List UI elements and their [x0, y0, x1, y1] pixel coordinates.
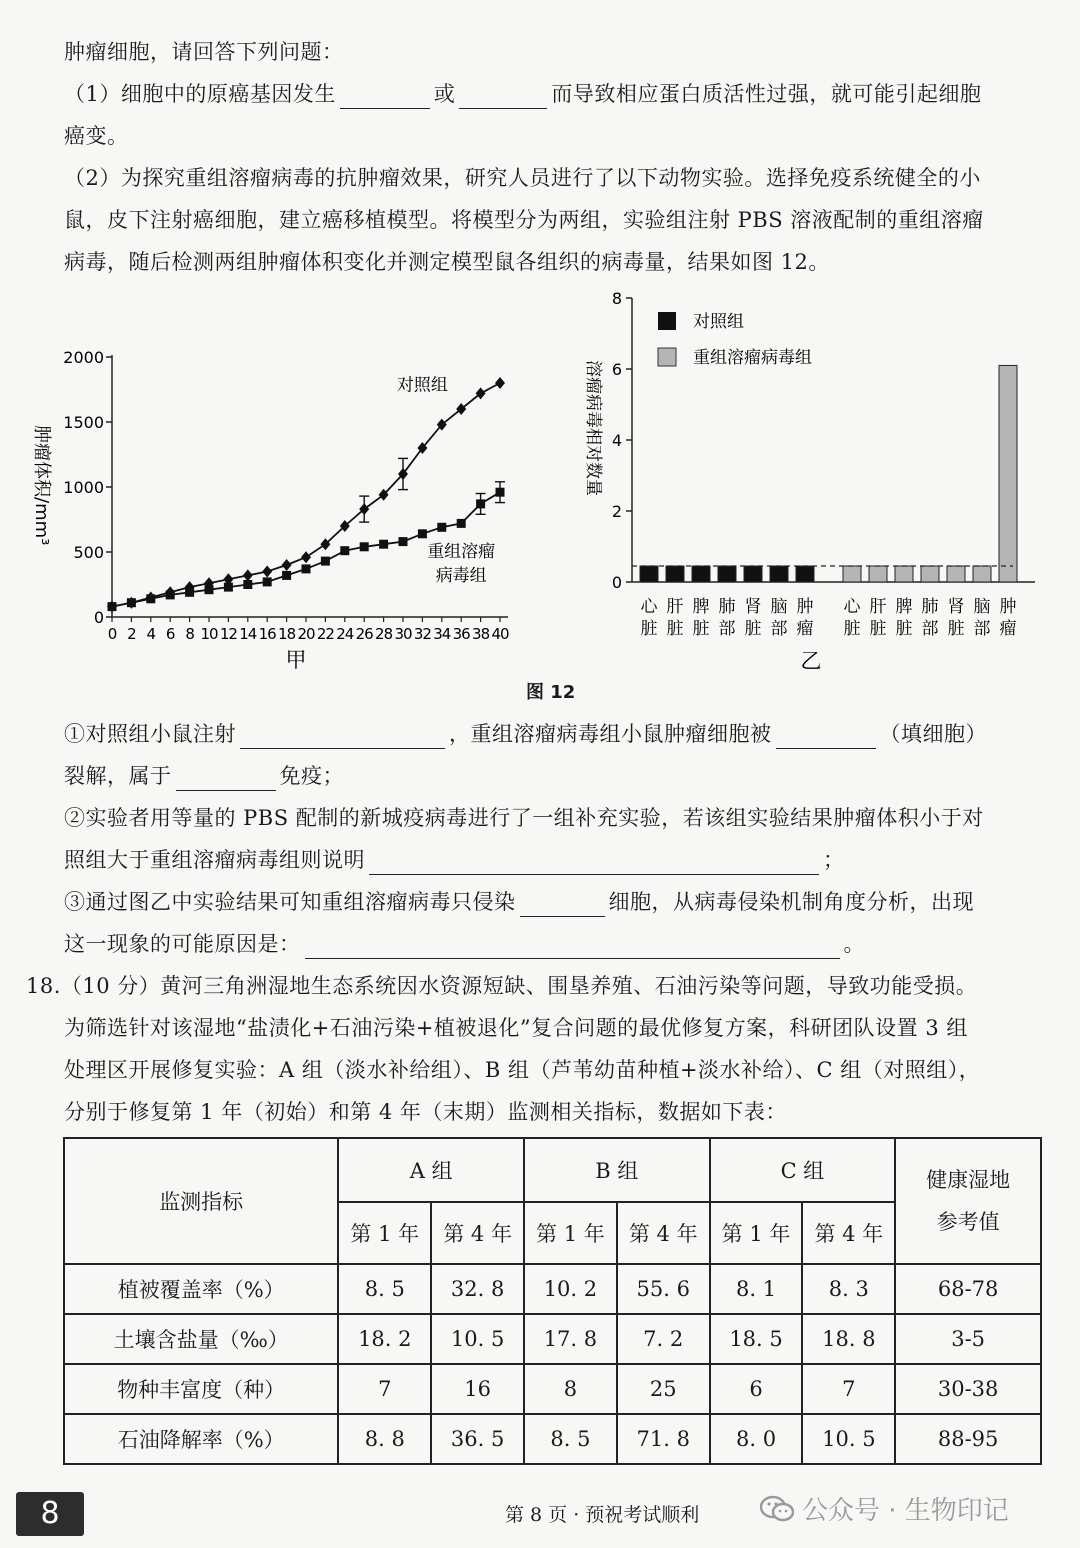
header-group-a: A 组 [338, 1138, 524, 1202]
header-group-b: B 组 [524, 1138, 710, 1202]
bar [744, 566, 762, 582]
y-tick-label: 1500 [63, 413, 104, 432]
y-axis-label: 溶瘤病毒相对数量 [583, 360, 603, 496]
table-row [64, 1314, 1041, 1364]
header-reference-line: 健康湿地 [926, 1168, 1011, 1192]
x-tick-label: 肺 [921, 597, 939, 617]
x-tick-label: 20 [297, 625, 315, 643]
x-tick-label: 瘤 [796, 619, 814, 639]
legend-swatch [658, 312, 676, 330]
line-chart-jia [20, 330, 520, 680]
x-tick-label: 瘤 [999, 619, 1017, 639]
x-tick-label: 28 [375, 625, 393, 643]
x-tick-label: 脏 [692, 619, 710, 639]
y-tick-label: 500 [73, 543, 104, 562]
bar [921, 566, 939, 582]
header-year-4: 第 4 年 [802, 1202, 895, 1264]
text-line [64, 1055, 980, 1085]
answer-blank[interactable] [369, 852, 819, 875]
header-group-c: C 组 [710, 1138, 896, 1202]
legend-label: 重组溶瘤病毒组 [693, 348, 812, 368]
figure-caption: 图 12 [526, 682, 576, 703]
y-tick-label: 0 [611, 573, 622, 592]
table-cell: 18. 2 [338, 1314, 431, 1364]
data-point [262, 566, 272, 578]
data-point [418, 529, 427, 538]
sub-question-3 [64, 887, 974, 917]
sub-question-1 [64, 719, 987, 749]
data-point [301, 551, 311, 563]
y-tick-label: 1000 [63, 478, 104, 497]
answer-blank[interactable] [459, 86, 547, 109]
x-tick-label: 36 [452, 625, 470, 643]
answer-blank[interactable] [520, 894, 605, 917]
table-cell: 71. 8 [617, 1414, 710, 1464]
x-tick-label: 肝 [869, 597, 887, 617]
data-point [360, 542, 369, 551]
line-text: 分别于修复第 1 年（初始）和第 4 年（末期）监测相关指标，数据如下表： [64, 1100, 787, 1124]
monitoring-table [63, 1137, 1042, 1465]
x-tick-label: 脏 [947, 619, 965, 639]
header-reference [895, 1138, 1041, 1264]
header-year-4: 第 4 年 [617, 1202, 710, 1264]
row-label: 植被覆盖率（%） [64, 1264, 338, 1314]
text-line [64, 1097, 787, 1127]
text-line [64, 845, 845, 875]
text-line [64, 929, 865, 959]
series-label: 病毒组 [435, 566, 487, 586]
bar [796, 566, 814, 582]
data-point [457, 519, 466, 528]
x-tick-label: 26 [355, 625, 373, 643]
line-text: 病毒，随后检测两组肿瘤体积变化并测定模型鼠各组织的病毒量，结果如图 12。 [64, 250, 830, 274]
header-metric: 监测指标 [64, 1138, 338, 1264]
data-point [379, 540, 388, 549]
header-year-1: 第 1 年 [710, 1202, 803, 1264]
x-tick-label: 18 [278, 625, 296, 643]
table-cell: 32. 8 [431, 1264, 524, 1314]
x-tick-label: 10 [200, 625, 218, 643]
table-cell: 8. 3 [802, 1264, 895, 1314]
line-text: 或 [433, 82, 456, 106]
question-1 [64, 79, 981, 109]
table-cell: 3-5 [895, 1314, 1041, 1364]
data-point [495, 377, 505, 389]
x-tick-label: 脏 [640, 619, 658, 639]
line-text: 而导致相应蛋白质活性过强，就可能引起细胞 [551, 82, 982, 106]
x-tick-label: 脾 [895, 597, 913, 617]
bar [947, 566, 965, 582]
table-cell: 7 [338, 1364, 431, 1414]
x-tick-label: 4 [146, 625, 156, 643]
table-cell: 18. 8 [802, 1314, 895, 1364]
bar [869, 566, 887, 582]
x-tick-label: 8 [185, 625, 194, 643]
bar [640, 566, 658, 582]
table-row [64, 1364, 1041, 1414]
x-tick-label: 14 [239, 625, 257, 643]
question-2 [64, 163, 981, 193]
table-cell: 16 [431, 1364, 524, 1414]
table-cell: 36. 5 [431, 1414, 524, 1464]
x-tick-label: 部 [973, 619, 991, 639]
table-cell: 8. 0 [710, 1414, 803, 1464]
data-point [321, 557, 330, 566]
data-point [185, 588, 194, 597]
table-cell: 25 [617, 1364, 710, 1414]
text-line [64, 1013, 968, 1043]
table-cell: 30-38 [895, 1364, 1041, 1414]
line-text: 免疫； [279, 764, 344, 788]
y-tick-label: 6 [611, 360, 622, 379]
answer-blank[interactable] [240, 726, 445, 749]
bar [692, 566, 710, 582]
sub-question-2 [64, 803, 984, 833]
bar [718, 566, 736, 582]
chart-title: 甲 [285, 648, 307, 672]
bar [666, 566, 684, 582]
x-tick-label: 34 [433, 625, 451, 643]
answer-blank[interactable] [305, 936, 840, 959]
table-cell: 10. 2 [524, 1264, 617, 1314]
data-point [146, 594, 155, 603]
table-cell: 8. 8 [338, 1414, 431, 1464]
x-tick-label: 心 [843, 597, 861, 617]
line-text: ①对照组小鼠注射 [64, 722, 236, 746]
x-tick-label: 脾 [692, 597, 710, 617]
data-point [437, 523, 446, 532]
bar [843, 566, 861, 582]
data-point [456, 403, 466, 415]
table-cell: 8 [524, 1364, 617, 1414]
data-point [340, 546, 349, 555]
answer-blank[interactable] [340, 86, 430, 109]
header-year-1: 第 1 年 [524, 1202, 617, 1264]
legend-label: 对照组 [693, 312, 744, 332]
y-tick-label: 8 [611, 289, 622, 308]
x-tick-label: 40 [491, 625, 509, 643]
table-cell: 18. 5 [710, 1314, 803, 1364]
table-row [64, 1264, 1041, 1314]
line-text: 这一现象的可能原因是： [64, 932, 301, 956]
x-tick-label: 脑 [770, 597, 788, 617]
bar [770, 566, 788, 582]
x-tick-label: 部 [921, 619, 939, 639]
line-text: （填细胞） [879, 722, 987, 746]
x-tick-label: 部 [718, 619, 736, 639]
line-text: 细胞，从病毒侵染机制角度分析，出现 [608, 890, 974, 914]
table-cell: 6 [710, 1364, 803, 1414]
x-tick-label: 6 [165, 625, 175, 643]
line-text: 裂解，属于 [64, 764, 172, 788]
text-line [64, 37, 344, 67]
x-tick-label: 脏 [895, 619, 913, 639]
x-tick-label: 2 [127, 625, 136, 643]
line-text: ③通过图乙中实验结果可知重组溶瘤病毒只侵染 [64, 890, 516, 914]
data-point [243, 569, 253, 581]
x-tick-label: 30 [394, 625, 412, 643]
x-tick-label: 肾 [744, 597, 762, 617]
question-18 [26, 971, 977, 1001]
line-text: （1）细胞中的原癌基因发生 [64, 82, 336, 106]
table-cell: 68-78 [895, 1264, 1041, 1314]
bar [999, 365, 1017, 582]
x-tick-label: 24 [336, 625, 354, 643]
line-text: ②实验者用等量的 PBS 配制的新城疫病毒进行了一组补充实验，若该组实验结果肿瘤体积小于对 [64, 806, 984, 830]
row-label: 物种丰富度（种） [64, 1364, 338, 1414]
y-tick-label: 2000 [63, 348, 104, 367]
line-text: （2）为探究重组溶瘤病毒的抗肿瘤效果，研究人员进行了以下动物实验。选择免疫系统健全的小 [64, 166, 981, 190]
y-tick-label: 4 [611, 431, 622, 450]
x-tick-label: 肺 [718, 597, 736, 617]
table-cell: 55. 6 [617, 1264, 710, 1314]
data-point [263, 577, 272, 586]
row-label: 土壤含盐量（‰） [64, 1314, 338, 1364]
x-tick-label: 脏 [666, 619, 684, 639]
text-line [64, 247, 830, 277]
data-point [108, 602, 117, 611]
data-point [476, 499, 485, 508]
line-text: 。 [843, 932, 865, 956]
data-point [127, 598, 136, 607]
x-tick-label: 肝 [666, 597, 684, 617]
watermark-text: 公众号 · 生物印记 [802, 1496, 1009, 1526]
header-reference-line: 参考值 [936, 1210, 1000, 1234]
header-year-1: 第 1 年 [338, 1202, 431, 1264]
x-tick-label: 12 [219, 625, 237, 643]
series-label: 重组溶瘤 [427, 542, 496, 562]
data-point [399, 537, 408, 546]
table-cell: 8. 5 [338, 1264, 431, 1314]
bar [973, 566, 991, 582]
line-text: 为筛选针对该湿地“盐渍化+石油污染+植被退化”复合问题的最优修复方案，科研团队设置 3 组 [64, 1016, 968, 1040]
data-point [243, 580, 252, 589]
text-line [64, 761, 344, 791]
x-tick-label: 38 [472, 625, 490, 643]
answer-blank[interactable] [776, 726, 876, 749]
x-tick-label: 肾 [947, 597, 965, 617]
wechat-icon [760, 1495, 794, 1523]
line-text: ； [823, 848, 845, 872]
series-label: 对照组 [396, 375, 448, 396]
data-point [476, 387, 486, 399]
legend-swatch [658, 348, 676, 366]
table-cell: 8. 5 [524, 1414, 617, 1464]
data-point [166, 590, 175, 599]
table-cell: 17. 8 [524, 1314, 617, 1364]
line-text: 肿瘤细胞，请回答下列问题： [64, 40, 344, 64]
page-number-badge: 8 [16, 1492, 84, 1536]
x-tick-label: 16 [258, 625, 276, 643]
x-tick-label: 32 [413, 625, 431, 643]
line-text: 18.（10 分）黄河三角洲湿地生态系统因水资源短缺、围垦养殖、石油污染等问题，导致功能受损。 [26, 974, 978, 998]
bar-chart-yi [575, 285, 1055, 685]
table-cell: 7 [802, 1364, 895, 1414]
x-tick-label: 肿 [999, 597, 1017, 617]
data-point [282, 559, 292, 571]
header-year-4: 第 4 年 [431, 1202, 524, 1264]
x-tick-label: 0 [107, 625, 117, 643]
chart-title: 乙 [800, 649, 822, 673]
bar [895, 566, 913, 582]
table-cell: 10. 5 [431, 1314, 524, 1364]
row-label: 石油降解率（%） [64, 1414, 338, 1464]
line-text: 照组大于重组溶瘤病毒组则说明 [64, 848, 365, 872]
page-footer: 第 8 页 · 预祝考试顺利 [505, 1504, 700, 1526]
data-point [302, 564, 311, 573]
data-point [282, 571, 291, 580]
x-tick-label: 心 [640, 597, 658, 617]
x-tick-label: 脏 [744, 619, 762, 639]
x-tick-label: 部 [770, 619, 788, 639]
table-row [64, 1414, 1041, 1464]
table-cell: 10. 5 [802, 1414, 895, 1464]
line-text: 癌变。 [64, 124, 129, 148]
x-tick-label: 脏 [869, 619, 887, 639]
y-tick-label: 0 [93, 608, 104, 627]
table-cell: 8. 1 [710, 1264, 803, 1314]
x-tick-label: 肿 [796, 597, 814, 617]
data-point [224, 583, 233, 592]
line-text: ，重组溶瘤病毒组小鼠肿瘤细胞被 [449, 722, 772, 746]
x-tick-label: 脏 [843, 619, 861, 639]
y-axis-label: 肿瘤体积/mm³ [31, 425, 52, 546]
watermark [760, 1490, 1009, 1527]
data-point [496, 488, 505, 497]
line-text: 处理区开展修复实验：A 组（淡水补给组）、B 组（芦苇幼苗种植+淡水补给）、C 组（对照组）， [64, 1058, 981, 1082]
x-tick-label: 22 [316, 625, 334, 643]
table-cell: 88-95 [895, 1414, 1041, 1464]
text-line [64, 121, 129, 151]
line-text: 鼠，皮下注射癌细胞，建立癌移植模型。将模型分为两组，实验组注射 PBS 溶液配制的重组溶瘤 [64, 208, 984, 232]
x-tick-label: 脑 [973, 597, 991, 617]
answer-blank[interactable] [176, 768, 276, 791]
data-point [205, 585, 214, 594]
text-line [64, 205, 984, 235]
y-tick-label: 2 [611, 502, 622, 521]
table-cell: 7. 2 [617, 1314, 710, 1364]
